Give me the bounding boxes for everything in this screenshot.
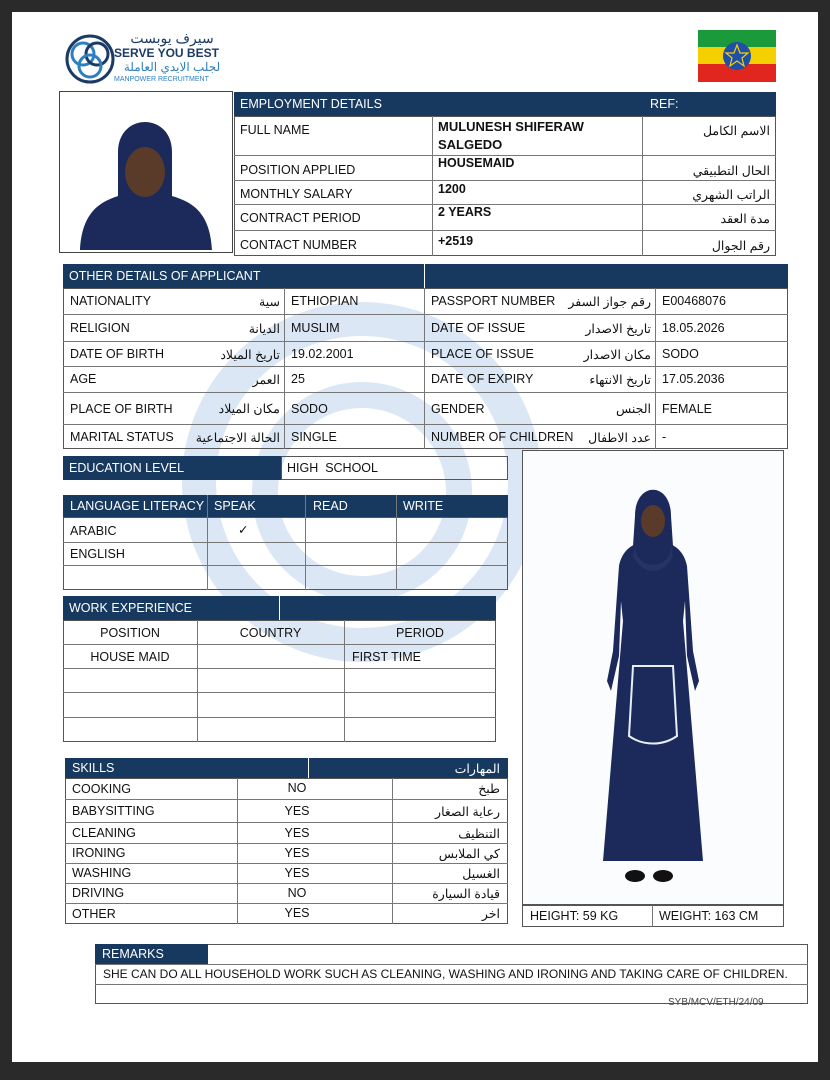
position-applied-value: HOUSEMAID: [438, 156, 515, 170]
remarks-header: REMARKS: [102, 947, 164, 961]
skill-cooking-name: COOKING: [72, 781, 132, 796]
place-of-birth-value: SODO: [291, 401, 328, 416]
logo-arabic-name: سيرف يوبست: [130, 30, 214, 46]
skill-other-arabic: اخر: [481, 907, 500, 921]
skill-cleaning-value: YES: [284, 826, 310, 840]
logo-tagline: MANPOWER RECRUITMENT: [114, 76, 209, 83]
arabic-speak-check-icon: ✓: [238, 522, 249, 537]
skill-ironing-name: IRONING: [72, 846, 126, 860]
contact-number-label: CONTACT NUMBER: [240, 238, 357, 252]
skill-other-value: YES: [284, 906, 310, 920]
work-col-period: PERIOD: [396, 626, 444, 640]
age-value: 25: [291, 372, 305, 386]
monthly-salary-label: MONTHLY SALARY: [240, 187, 353, 201]
date-of-issue-label: DATE OF ISSUE: [431, 321, 526, 335]
contract-period-value: 2 YEARS: [438, 205, 492, 219]
date-of-expiry-value: 17.05.2036: [662, 372, 725, 386]
contact-number-arabic: رقم الجوال: [711, 238, 770, 253]
number-of-children-label: NUMBER OF CHILDREN: [431, 430, 574, 444]
place-of-birth-label: PLACE OF BIRTH: [70, 401, 173, 416]
employment-header: EMPLOYMENT DETAILS: [240, 97, 382, 111]
number-of-children-value: -: [662, 430, 667, 444]
logo-name: SERVE YOU BEST: [114, 46, 219, 60]
date-of-birth-arabic: تاريخ الميلاد: [220, 347, 280, 362]
skill-washing-arabic: الغسيل: [462, 866, 500, 881]
number-of-children-arabic: عدد الاطفال: [588, 430, 651, 445]
work-header: WORK EXPERIENCE: [69, 601, 192, 615]
date-of-issue-value: 18.05.2026: [662, 321, 725, 335]
portrait-photo: [59, 91, 233, 253]
language-header-literacy: LANGUAGE LITERACY: [70, 499, 205, 513]
date-of-birth-value: 19.02.2001: [291, 347, 354, 361]
skill-driving-name: DRIVING: [72, 886, 125, 900]
skill-driving-value: NO: [287, 886, 307, 900]
education-value: HIGH SCHOOL: [287, 461, 378, 475]
contact-number-value: +2519: [438, 234, 474, 248]
remarks-text: SHE CAN DO ALL HOUSEHOLD WORK SUCH AS CLEANING, WASHING AND IRONING AND TAKING CARE OF CHILDREN.: [103, 967, 788, 981]
gender-value: FEMALE: [662, 401, 713, 416]
skill-washing-name: WASHING: [72, 866, 132, 880]
cv-page: [12, 12, 818, 1062]
nationality-value: ETHIOPIAN: [291, 294, 359, 308]
passport-number-value: E00468076: [662, 294, 726, 308]
monthly-salary-arabic: الراتب الشهري: [692, 187, 770, 202]
skill-babysitting-name: BABYSITTING: [72, 804, 155, 818]
company-logo: [64, 30, 224, 90]
marital-status-value: SINGLE: [291, 430, 337, 444]
gender-arabic: الجنس: [615, 402, 651, 416]
place-of-issue-label: PLACE OF ISSUE: [431, 347, 534, 361]
skill-cooking-value: NO: [287, 781, 307, 795]
position-applied-arabic: الحال التطبيقي: [692, 163, 770, 178]
full-name-label: FULL NAME: [240, 123, 310, 137]
footer-code: SYB/MCV/ETH/24/09: [668, 997, 764, 1008]
other-details-header: OTHER DETAILS OF APPLICANT: [69, 269, 261, 283]
language-table: [63, 517, 508, 590]
skill-babysitting-arabic: رعاية الصغار: [435, 804, 500, 819]
logo-arabic-tagline: لجلب الايدي العاملة: [123, 60, 221, 74]
language-header-read: READ: [313, 499, 348, 513]
weight-label: WEIGHT: 163 CM: [659, 909, 759, 923]
date-of-expiry-arabic: تاريخ الانتهاء: [589, 372, 651, 387]
ethiopia-flag-icon: [698, 30, 776, 82]
religion-value: MUSLIM: [291, 321, 340, 335]
skill-driving-arabic: قيادة السيارة: [432, 886, 500, 901]
ref-label: REF:: [650, 97, 679, 111]
date-of-expiry-label: DATE OF EXPIRY: [431, 372, 534, 386]
contract-period-label: CONTRACT PERIOD: [240, 211, 361, 225]
position-applied-label: POSITION APPLIED: [240, 163, 356, 177]
monthly-salary-value: 1200: [438, 182, 466, 196]
place-of-birth-arabic: مكان الميلاد: [218, 402, 280, 416]
skill-ironing-arabic: كي الملابس: [438, 846, 500, 861]
skill-cleaning-arabic: التنظيف: [458, 826, 500, 841]
skill-washing-value: YES: [284, 866, 310, 880]
work-col-position: POSITION: [100, 626, 160, 640]
passport-number-arabic: رقم جواز السفر: [568, 294, 651, 309]
logo-mark-icon: [64, 32, 116, 86]
skills-arabic-header: المهارات: [454, 761, 500, 776]
language-header-speak: SPEAK: [214, 499, 256, 513]
religion-label: RELIGION: [70, 321, 130, 335]
passport-number-label: PASSPORT NUMBER: [431, 294, 556, 308]
language-arabic: ARABIC: [70, 524, 117, 538]
nationality-label: NATIONALITY: [70, 294, 152, 308]
age-arabic: العمر: [252, 372, 280, 387]
contract-period-arabic: مدة العقد: [720, 211, 770, 226]
date-of-birth-label: DATE OF BIRTH: [70, 347, 164, 361]
full-body-photo: [522, 450, 784, 905]
language-header-write: WRITE: [403, 499, 444, 513]
place-of-issue-value: SODO: [662, 347, 699, 361]
education-label: EDUCATION LEVEL: [69, 461, 185, 475]
age-label: AGE: [70, 372, 97, 386]
marital-status-label: MARITAL STATUS: [70, 430, 174, 444]
date-of-issue-arabic: تاريخ الاصدار: [585, 321, 651, 336]
religion-arabic: الديانة: [248, 321, 280, 336]
work-row-position: HOUSE MAID: [90, 650, 170, 664]
nationality-arabic: سية: [259, 294, 280, 309]
marital-status-arabic: الحالة الاجتماعية: [195, 430, 280, 445]
skill-ironing-value: YES: [284, 846, 310, 860]
gender-label: GENDER: [431, 401, 485, 416]
height-label: HEIGHT: 59 KG: [530, 909, 619, 923]
full-name-arabic: الاسم الكامل: [702, 123, 770, 138]
full-name-value: MULUNESH SHIFERAW SALGEDO: [438, 119, 584, 152]
skills-header: SKILLS: [72, 761, 115, 775]
skill-other-name: OTHER: [72, 906, 116, 921]
skill-cleaning-name: CLEANING: [72, 826, 136, 840]
work-row-period: FIRST TIME: [352, 650, 421, 664]
place-of-issue-arabic: مكان الاصدار: [583, 347, 651, 362]
language-english: ENGLISH: [70, 547, 125, 561]
work-col-country: COUNTRY: [239, 626, 302, 640]
skill-cooking-arabic: طبخ: [478, 782, 500, 796]
skill-babysitting-value: YES: [284, 804, 310, 818]
